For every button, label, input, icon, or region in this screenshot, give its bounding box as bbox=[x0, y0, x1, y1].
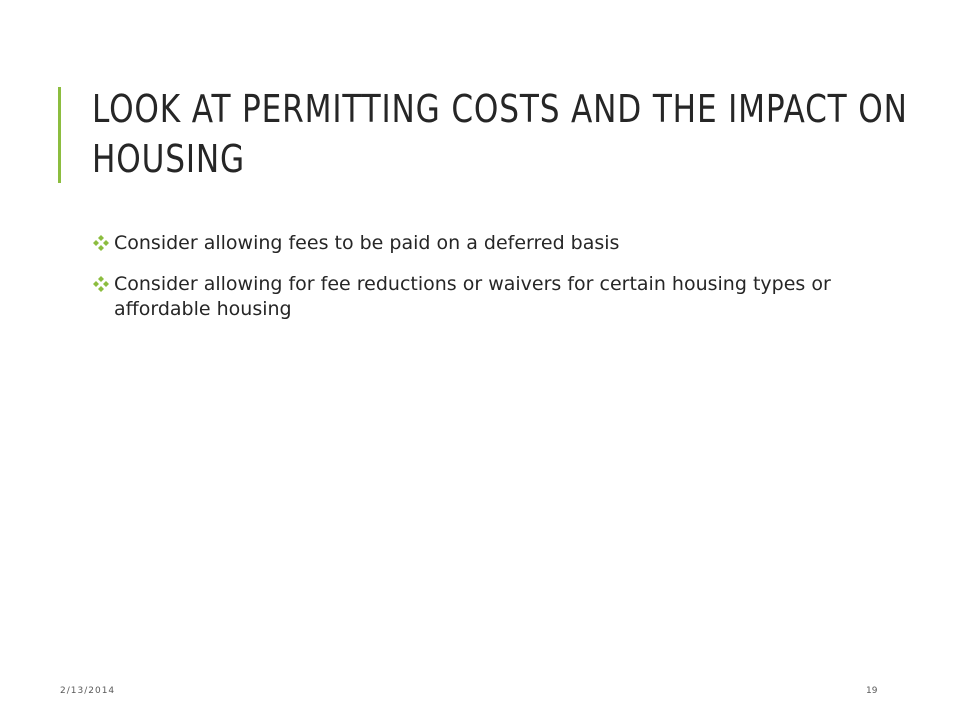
footer-date: 2/13/2014 bbox=[60, 686, 116, 696]
title-accent-bar bbox=[58, 87, 61, 183]
bullet-item bbox=[92, 231, 892, 256]
four-diamond-icon bbox=[92, 275, 110, 293]
slide-title: LOOK AT PERMITTING COSTS AND THE IMPACT ON HOUSING bbox=[92, 87, 908, 181]
bullet-list bbox=[92, 231, 892, 338]
bullet-text: Consider allowing for fee reductions or waivers for certain housing types or affordable housing bbox=[114, 273, 831, 320]
page-number: 19 bbox=[866, 686, 878, 696]
bullet-text: Consider allowing fees to be paid on a deferred basis bbox=[114, 232, 620, 254]
bullet-item bbox=[92, 272, 892, 322]
four-diamond-icon bbox=[92, 234, 110, 252]
